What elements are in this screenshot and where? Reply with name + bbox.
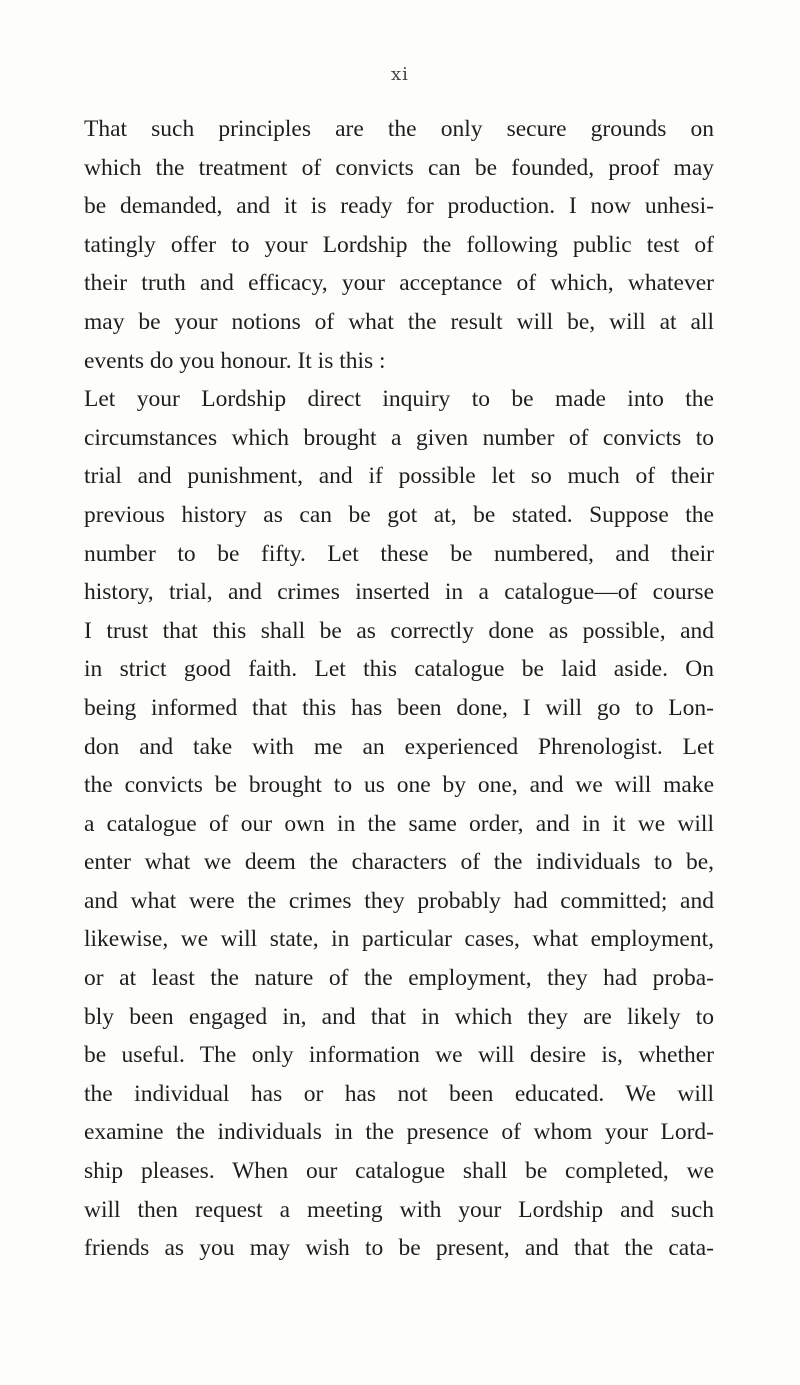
text-line: bly been engaged in, and that in which they are likely to [84, 1003, 714, 1030]
body-text [84, 110, 714, 1268]
text-line: Let your Lordship direct inquiry to be made into the [84, 386, 714, 413]
text-line: the individual has or has not been educated. We will [84, 1080, 714, 1107]
text-line: number to be fifty. Let these be numbered, and their [84, 540, 714, 567]
text-line: friends as you may wish to be present, and that the cata- [84, 1235, 714, 1262]
text-line: or at least the nature of the employment, they had proba- [84, 965, 714, 992]
text-line: ship pleases. When our catalogue shall be completed, we [84, 1158, 714, 1185]
text-line: events do you honour. It is this : [84, 347, 386, 374]
text-line: circumstances which brought a given number of convicts to [84, 424, 714, 451]
text-line: previous history as can be got at, be stated. Suppose the [84, 501, 714, 528]
text-line: their truth and efficacy, your acceptance of which, whatever [84, 270, 714, 297]
text-line: may be your notions of what the result will be, will at all [84, 308, 714, 335]
text-line: being informed that this has been done, I will go to Lon- [84, 694, 714, 721]
page-number: xi [391, 64, 409, 85]
text-line: be useful. The only information we will desire is, whether [84, 1042, 714, 1069]
text-line: which the treatment of convicts can be founded, proof may [84, 154, 714, 181]
text-line: be demanded, and it is ready for production. I now unhesi- [84, 193, 714, 220]
text-line: and what were the crimes they probably had committed; and [84, 887, 714, 914]
text-line: That such principles are the only secure grounds on [84, 116, 714, 142]
text-line: the convicts be brought to us one by one, and we will make [84, 772, 714, 799]
text-line: tatingly offer to your Lordship the following public test of [84, 231, 714, 258]
text-line: likewise, we will state, in particular cases, what employment, [84, 926, 714, 953]
text-line: in strict good faith. Let this catalogue be laid aside. On [84, 656, 714, 683]
text-line: a catalogue of our own in the same order, and in it we will [84, 810, 714, 837]
text-line: will then request a meeting with your Lordship and such [84, 1196, 714, 1223]
text-line: I trust that this shall be as correctly done as possible, and [84, 617, 714, 644]
text-line: history, trial, and crimes inserted in a catalogue—of course [84, 579, 714, 606]
text-line: don and take with me an experienced Phrenologist. Let [84, 733, 714, 760]
text-line: examine the individuals in the presence of whom your Lord- [84, 1119, 714, 1146]
text-line: trial and punishment, and if possible let so much of their [84, 463, 714, 490]
text-line: enter what we deem the characters of the individuals to be, [84, 849, 714, 876]
